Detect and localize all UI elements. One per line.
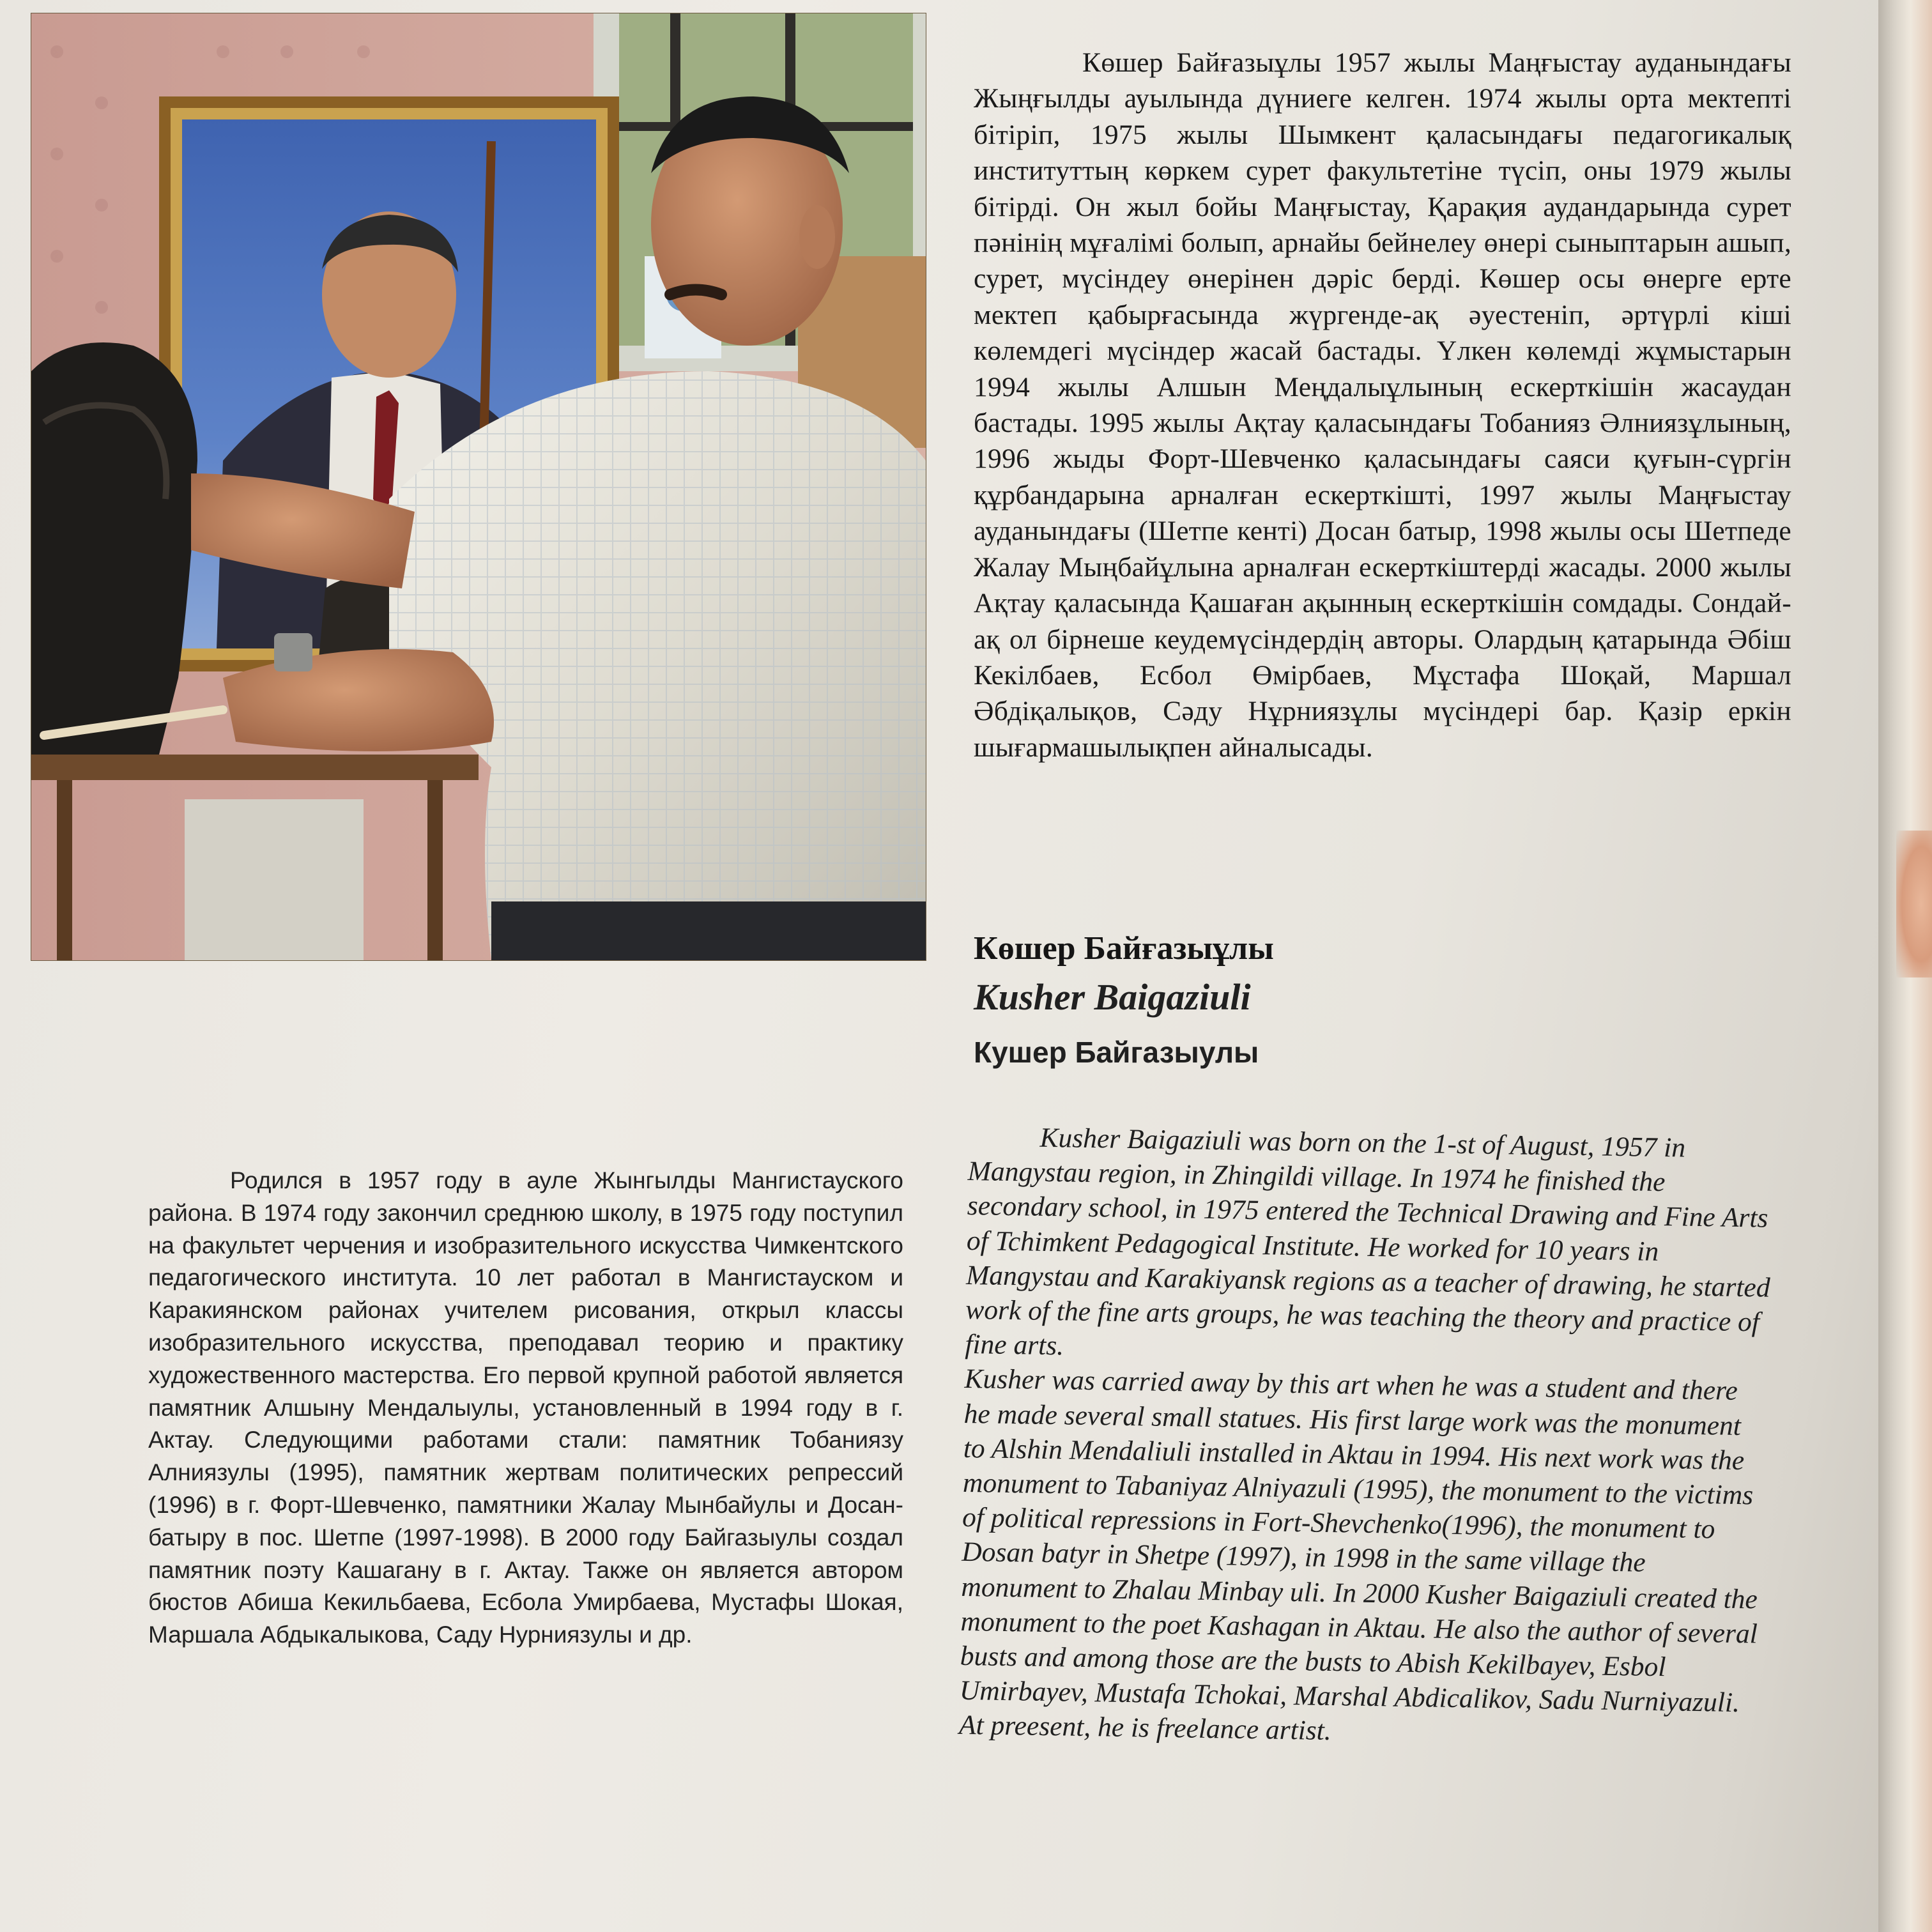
photo-illustration xyxy=(31,13,926,960)
english-biography xyxy=(959,1119,1774,1755)
kazakh-paragraph: Көшер Байғазыұлы 1957 жылы Маңғыстау ауданындағы Жыңғылды ауылында дүниеге келген. 1974 жылы орта мектепті бітіріп, 1975 жылы Шымкент қаласындағы педагогикалық институттың көркем сурет факультетіне түсіп, оны 1979 жылы бітірді. Он жыл бойы Маңғыстау, Қарақия аудандарында сурет пәнінің мұғалімі болып, арнайы бейнелеу өнері сыныптарын ашып, сурет, мүсіндеу өнерінен дәріс берді. Көшер осы өнерге ерте мектеп қабырғасында жүргенде-ақ әуестеніп, әртүрлі кіші көлемдегі мүсіндер жасай бастады. Үлкен көлемді жұмыстарын 1994 жылы Алшын Меңдалыұлының ескерткішін жасаудан бастады. 1995 жылы Ақтау қаласындағы Тобанияз Әлниязұлының, 1996 жыды Форт-Шевченко қаласындағы саяси қуғын-сүргін құрбандарына арналған ескерткішті, 1997 жылы Маңғыстау ауданындағы (Шетпе кенті) Досан батыр, 1998 жылы осы Шетпеде Жалау Мыңбайұлына арналған ескерткіштерді жасады. 2000 жылы Ақтау қаласында Қашаған ақынның ескерткішін сомдады. Сондай-ақ ол бірнеше кеудемүсіндердің авторы. Олардың қатарында Әбіш Кекілбаев, Есбол Өмірбаев, Мұстафа Шоқай, Маршал Әбдіқалықов, Сәду Нұрниязұлы мүсіндері бар. Қазір еркін шығармашылықпен айналысады. xyxy=(974,47,1791,763)
artist-photo xyxy=(31,13,926,961)
russian-biography xyxy=(148,1165,903,1652)
artist-name-english: Kusher Baigaziuli xyxy=(974,976,1251,1018)
next-page-edge xyxy=(1896,831,1932,977)
artist-name-russian: Кушер Байгазыулы xyxy=(974,1036,1259,1069)
kazakh-biography xyxy=(974,45,1791,765)
russian-paragraph: Родился в 1957 году в ауле Жынгылды Мангистауского района. В 1974 году закончил среднюю школу, в 1975 году поступил на факультет черчения и изобразительного искусства Чимкентского педагогического института. 10 лет работал в Мангистауском и Каракиянском районах учителем рисования, открыл классы изобразительного искусства, преподавал теорию и практику художественного мастерства. Его первой крупной работой является памятник Алшыну Мендалыулы, установленный в 1994 году в г. Актау. Следующими работами стали: памятник Тобаниязу Алниязулы (1995), памятник жертвам политических репрессий (1996) в г. Форт-Шевченко, памятники Жалау Мынбайулы и Досан-батыру в пос. Шетпе (1997-1998). В 2000 году Байгазыулы создал памятник поэту Кашагану в г. Актау. Также он является автором бюстов Абиша Кекильбаева, Есбола Умирбаева, Мустафы Шокая, Маршала Абдыкалыкова, Саду Нурниязулы и др. xyxy=(148,1167,903,1648)
artist-name-kazakh: Көшер Байғазыұлы xyxy=(974,930,1274,967)
english-paragraph-1: Kusher Baigaziuli was born on the 1-st of August, 1957 in Mangystau region, in Zhingildi village. In 1974 he finished the secondary school, in 1975 entered the Technical Drawing and Fine Arts of Tchimkent Pedagogical Institute. He worked for 10 years in Mangystau and Karakiyansk regions as a teacher of drawing, he started work of the fine arts groups, he was teaching the theory and practice of fine arts. xyxy=(965,1122,1770,1361)
english-paragraph-3: At preesent, he is freelance artist. xyxy=(958,1710,1332,1747)
english-paragraph-2: Kusher was carried away by this art when he was a student and there he made several small statues. His first large work was the monument to Alshin Mendaliuli installed in Aktau in 1994. His next work was the monument to Tabaniyaz Alniyazuli (1995), the monument to the victims of political repressions in Fort-Shevchenko(1996), the monument to Dosan batyr in Shetpe (1997), in 1998 in the same village the monument to Zhalau Minbay uli. In 2000 Kusher Baigaziuli created the monument to the poet Kashagan in Aktau. He also the author of several busts and among those are the busts to Abish Kekilbayev, Esbol Umirbayev, Mustafa Tchokai, Marshal Abdicalikov, Sadu Nurniyazuli. xyxy=(959,1363,1758,1719)
